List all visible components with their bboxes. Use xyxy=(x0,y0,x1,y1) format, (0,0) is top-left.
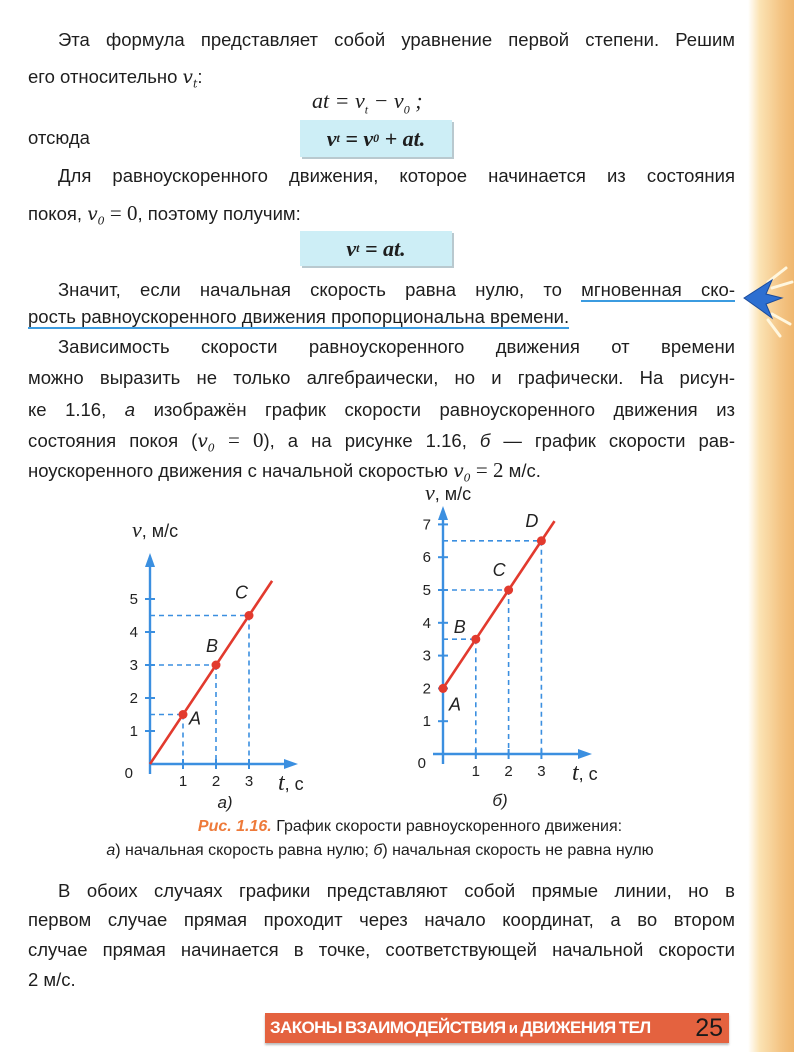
velocity-line xyxy=(443,521,555,688)
x-axis-label xyxy=(572,760,598,786)
caption-title: График скорости равноускоренного движения: xyxy=(276,818,623,835)
colon: : xyxy=(197,66,203,87)
y-tick-label: 4 xyxy=(129,624,138,641)
var: v xyxy=(182,67,193,88)
text: ) начальная скорость не равна нулю xyxy=(382,842,654,859)
x-axis-arrow-icon xyxy=(578,749,592,759)
sub: t xyxy=(356,241,360,255)
point-label: C xyxy=(235,582,248,603)
y-tick-label: 1 xyxy=(129,723,138,740)
t: ДВИЖЕНИЯ ТЕЛ xyxy=(520,1018,651,1037)
eq: = 2 xyxy=(470,458,504,482)
text: покоя, xyxy=(28,203,83,224)
text: изображён график скорости равноускоренного движения из xyxy=(153,399,736,420)
y-tick-label: 2 xyxy=(129,690,138,707)
x-tick-label: 2 xyxy=(211,773,221,790)
y-tick-label: 1 xyxy=(422,713,431,731)
highlighted-text: мгновенная ско- xyxy=(581,279,736,300)
text: б xyxy=(479,430,491,451)
f: at = v xyxy=(312,88,365,113)
var: v xyxy=(453,461,464,482)
y-tick-label: 2 xyxy=(422,680,431,698)
var: v xyxy=(197,431,208,452)
point-label: A xyxy=(449,694,462,715)
text: ноускоренного движения с начальной скоростью xyxy=(28,460,449,481)
paragraph-1-line-1: Эта формула представляет собой уравнение первой степени. Решим xyxy=(58,29,735,50)
text: ке 1.16, xyxy=(28,399,107,420)
x-axis-var: t xyxy=(572,760,579,786)
text: , поэтому получим: xyxy=(137,203,301,224)
data-point xyxy=(537,536,546,545)
y-tick-label: 4 xyxy=(422,614,431,632)
paragraph-5-line-1: В обоих случаях графики представляют собой прямые линии, но в xyxy=(58,880,735,901)
text: ), а на рисунке 1.16, xyxy=(263,430,467,451)
figure-caption-line-1 xyxy=(60,818,760,836)
chapter-footer xyxy=(265,1013,729,1043)
x-tick-label: 1 xyxy=(178,773,188,790)
y-axis-unit: , м/с xyxy=(141,521,179,541)
sub: t xyxy=(364,102,369,117)
mark: а xyxy=(106,842,116,859)
sub: 0 xyxy=(403,102,410,117)
y-tick-label: 6 xyxy=(422,549,431,567)
paragraph-5-line-2: первом случае прямая проходит через начало координат, а во втором xyxy=(28,909,735,930)
point-label: C xyxy=(492,560,506,580)
sub: t xyxy=(336,131,340,145)
sub: 0 xyxy=(97,214,105,228)
page-number: 25 xyxy=(695,1014,723,1042)
origin-label: 0 xyxy=(124,765,133,782)
text: состояния покоя ( xyxy=(28,430,198,451)
x-axis-label xyxy=(278,770,304,796)
y-tick-label: 5 xyxy=(422,582,431,599)
x-tick-label: 3 xyxy=(244,773,254,790)
sub: 0 xyxy=(373,131,380,145)
data-point xyxy=(471,635,480,644)
t: и xyxy=(508,1020,518,1037)
f: ; xyxy=(409,88,423,113)
text: м/с. xyxy=(508,460,541,481)
x-axis-unit: , с xyxy=(284,774,304,794)
y-axis-label xyxy=(425,480,471,505)
x-axis-arrow-icon xyxy=(284,759,298,769)
mark: б xyxy=(373,842,383,859)
data-point xyxy=(439,684,448,693)
chapter-title xyxy=(270,1018,651,1038)
y-tick-label: 3 xyxy=(129,657,138,674)
data-point xyxy=(212,661,221,670)
sub: 0 xyxy=(207,441,215,455)
data-point xyxy=(504,586,513,595)
y-axis-label xyxy=(132,517,178,542)
y-axis-var: v xyxy=(425,480,435,505)
point-label: D xyxy=(525,510,539,531)
text: а xyxy=(124,399,136,420)
hence-label: отсюда xyxy=(28,127,90,148)
data-point xyxy=(179,710,188,719)
paragraph-4-line-2: можно выразить не только алгебраически, но и графически. На рисун- xyxy=(28,367,735,388)
sub: 0 xyxy=(463,471,471,485)
y-axis-arrow-icon xyxy=(145,553,155,567)
velocity-line xyxy=(150,581,272,764)
chart-title: б) xyxy=(492,791,508,810)
f: + at. xyxy=(379,125,426,151)
origin-label: 0 xyxy=(417,755,426,772)
text: его относительно xyxy=(28,66,178,87)
point-label: A xyxy=(189,708,202,729)
paragraph-5-line-4: 2 м/с. xyxy=(28,969,76,990)
data-point xyxy=(245,611,254,620)
eq: = 0 xyxy=(214,428,264,452)
x-tick-label: 2 xyxy=(504,763,513,780)
paragraph-2-line-1: Для равноускоренного движения, которое начинается из состояния xyxy=(58,165,735,186)
text: — график скорости рав- xyxy=(503,430,736,451)
f: − v xyxy=(368,88,404,113)
point-label: B xyxy=(453,617,466,638)
f: = at. xyxy=(359,235,406,261)
y-axis-arrow-icon xyxy=(438,506,448,520)
x-tick-label: 1 xyxy=(471,763,480,780)
var: v xyxy=(87,204,98,225)
text: ) начальная скорость равна нулю; xyxy=(115,842,369,859)
f: v xyxy=(326,125,337,151)
subscript: t xyxy=(192,77,198,91)
f: v xyxy=(346,235,357,261)
point-label: B xyxy=(206,636,219,656)
y-tick-label: 3 xyxy=(422,647,431,665)
chart-title: а) xyxy=(217,793,233,812)
highlighted-text: рость равноускоренного движения пропорциональна времени. xyxy=(28,306,570,327)
f: = v xyxy=(339,125,374,151)
eq: = 0 xyxy=(104,201,138,225)
figure-ref: Рис. 1.16. xyxy=(197,818,272,835)
text: Значит, если начальная скорость равна нулю, то xyxy=(58,279,562,300)
t: ЗАКОНЫ ВЗАИМОДЕЙСТВИЯ xyxy=(270,1018,506,1037)
x-tick-label: 3 xyxy=(537,763,546,780)
x-axis-unit: , с xyxy=(578,764,598,784)
y-axis-var: v xyxy=(132,517,142,542)
y-tick-label: 7 xyxy=(422,516,431,534)
y-axis-unit: , м/с xyxy=(434,484,472,504)
paragraph-4-line-1: Зависимость скорости равноускоренного движения от времени xyxy=(58,336,735,357)
paragraph-5-line-3: случае прямая начинается в точке, соответствующей начальной скорости xyxy=(28,939,735,960)
y-tick-label: 5 xyxy=(129,591,138,608)
x-axis-var: t xyxy=(278,770,285,796)
figure-caption-line-2 xyxy=(30,842,730,860)
